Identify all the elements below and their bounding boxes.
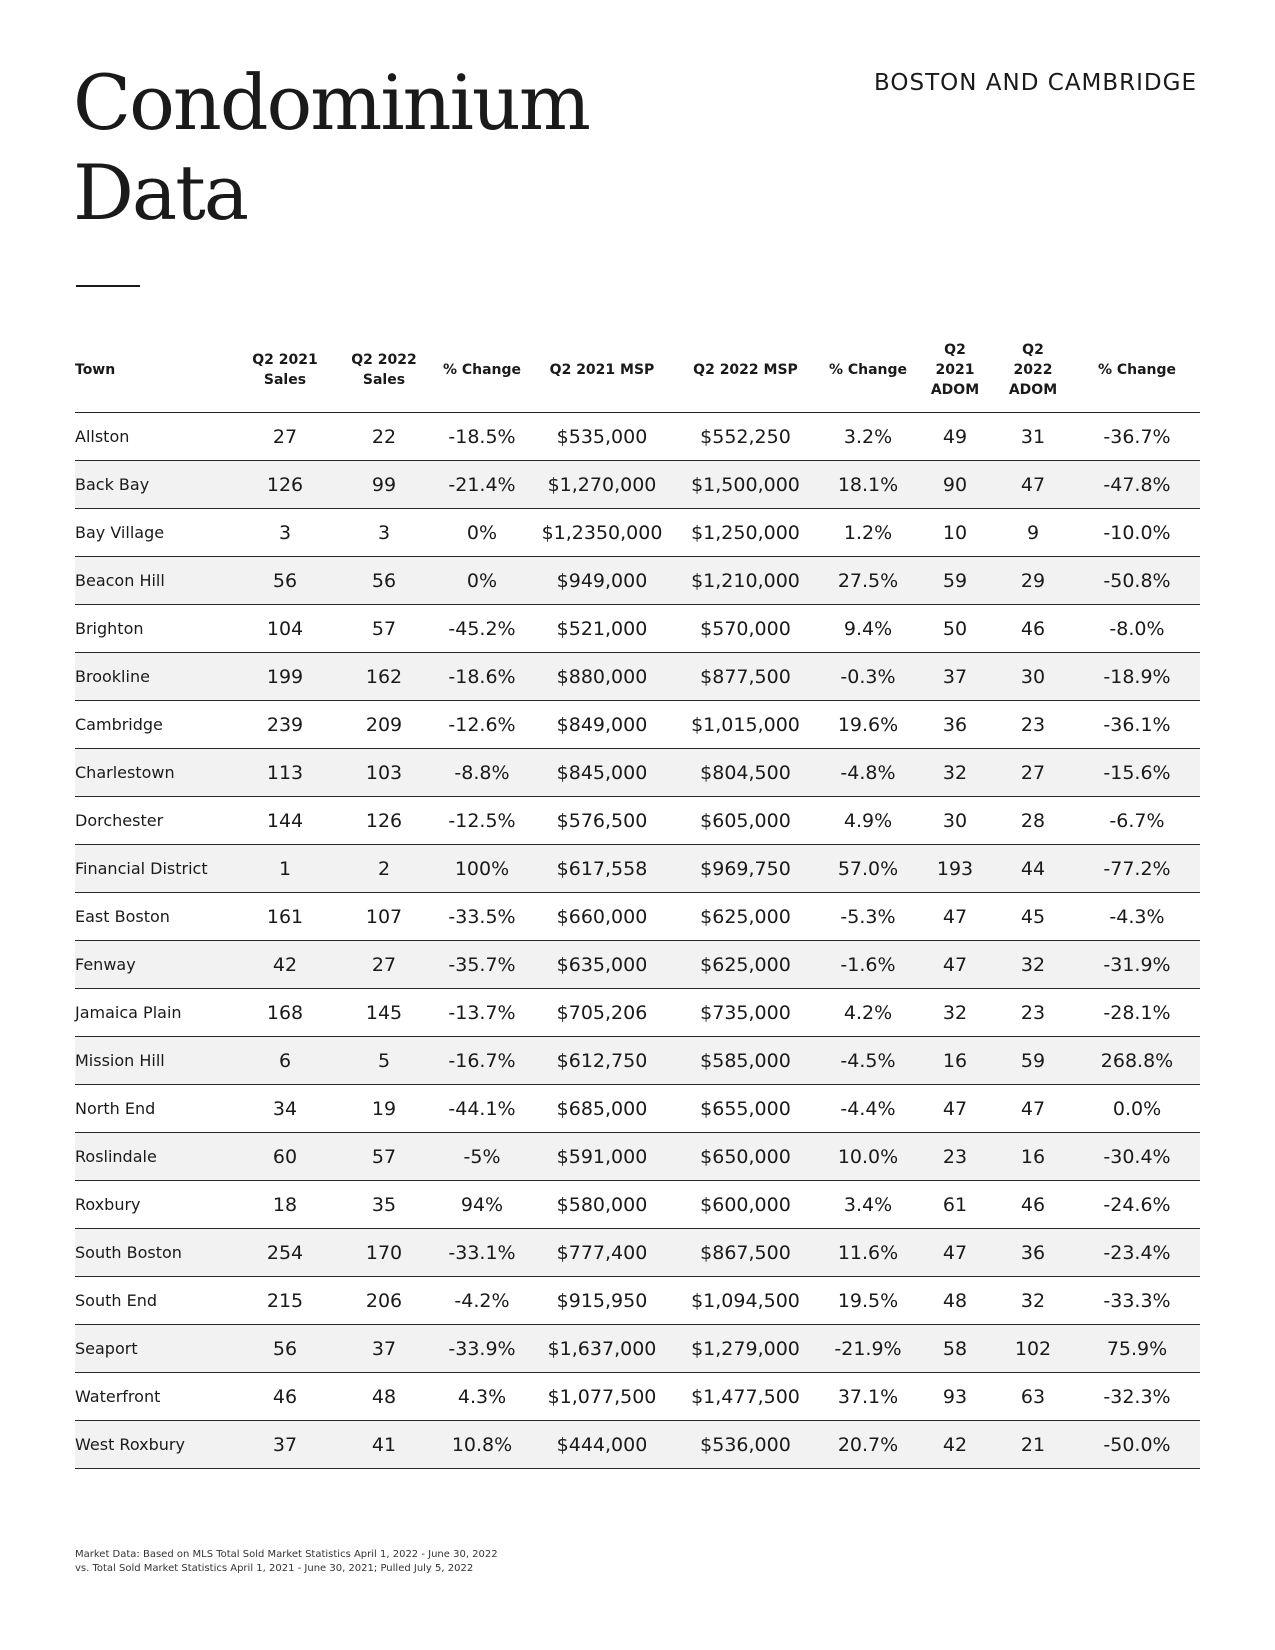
- cell-q2-2021-msp: $849,000: [531, 701, 673, 749]
- footnote-line-1: Market Data: Based on MLS Total Sold Market Statistics April 1, 2022 - June 30, 2022: [75, 1549, 498, 1560]
- page-title: [73, 58, 673, 238]
- table-row: [75, 989, 1200, 1037]
- cell-town: West Roxbury: [75, 1421, 235, 1469]
- condo-data-table: [75, 334, 1200, 1469]
- title-divider: [76, 285, 140, 287]
- cell-q2-2022-sales: 209: [335, 701, 433, 749]
- table-row: [75, 1325, 1200, 1373]
- cell-q2-2022-adom: 29: [992, 557, 1074, 605]
- cell-q2-2022-msp: $552,250: [673, 413, 818, 461]
- cell-q2-2021-sales: 215: [235, 1277, 335, 1325]
- cell-q2-2021-adom: 47: [918, 893, 992, 941]
- cell-msp-pct-change: 11.6%: [818, 1229, 918, 1277]
- cell-town: Seaport: [75, 1325, 235, 1373]
- cell-q2-2021-adom: 10: [918, 509, 992, 557]
- cell-msp-pct-change: 1.2%: [818, 509, 918, 557]
- cell-q2-2022-msp: $804,500: [673, 749, 818, 797]
- cell-q2-2021-adom: 93: [918, 1373, 992, 1421]
- cell-q2-2021-sales: 37: [235, 1421, 335, 1469]
- cell-adom-pct-change: -36.1%: [1074, 701, 1200, 749]
- cell-q2-2022-adom: 45: [992, 893, 1074, 941]
- cell-q2-2021-sales: 18: [235, 1181, 335, 1229]
- cell-q2-2021-sales: 42: [235, 941, 335, 989]
- cell-q2-2022-msp: $600,000: [673, 1181, 818, 1229]
- cell-q2-2021-sales: 144: [235, 797, 335, 845]
- cell-adom-pct-change: -4.3%: [1074, 893, 1200, 941]
- cell-q2-2021-adom: 59: [918, 557, 992, 605]
- cell-q2-2021-adom: 16: [918, 1037, 992, 1085]
- cell-q2-2022-msp: $1,210,000: [673, 557, 818, 605]
- cell-q2-2022-sales: 56: [335, 557, 433, 605]
- table-row: [75, 893, 1200, 941]
- cell-town: Financial District: [75, 845, 235, 893]
- cell-q2-2021-msp: $845,000: [531, 749, 673, 797]
- cell-sales-pct-change: -12.6%: [433, 701, 531, 749]
- cell-q2-2021-msp: $1,637,000: [531, 1325, 673, 1373]
- cell-q2-2022-sales: 48: [335, 1373, 433, 1421]
- cell-adom-pct-change: -24.6%: [1074, 1181, 1200, 1229]
- cell-adom-pct-change: -33.3%: [1074, 1277, 1200, 1325]
- cell-q2-2022-sales: 41: [335, 1421, 433, 1469]
- cell-q2-2022-adom: 9: [992, 509, 1074, 557]
- cell-q2-2021-msp: $1,077,500: [531, 1373, 673, 1421]
- cell-q2-2022-msp: $585,000: [673, 1037, 818, 1085]
- cell-town: Fenway: [75, 941, 235, 989]
- cell-q2-2022-adom: 46: [992, 1181, 1074, 1229]
- cell-q2-2022-sales: 22: [335, 413, 433, 461]
- cell-q2-2021-msp: $880,000: [531, 653, 673, 701]
- cell-q2-2021-sales: 3: [235, 509, 335, 557]
- cell-q2-2022-adom: 23: [992, 989, 1074, 1037]
- cell-q2-2022-msp: $625,000: [673, 893, 818, 941]
- cell-q2-2021-adom: 30: [918, 797, 992, 845]
- cell-q2-2021-msp: $777,400: [531, 1229, 673, 1277]
- cell-q2-2022-msp: $650,000: [673, 1133, 818, 1181]
- cell-q2-2022-sales: 162: [335, 653, 433, 701]
- cell-q2-2022-adom: 46: [992, 605, 1074, 653]
- cell-q2-2021-sales: 46: [235, 1373, 335, 1421]
- cell-sales-pct-change: -18.5%: [433, 413, 531, 461]
- cell-q2-2021-adom: 32: [918, 989, 992, 1037]
- cell-q2-2022-adom: 44: [992, 845, 1074, 893]
- cell-sales-pct-change: -13.7%: [433, 989, 531, 1037]
- cell-msp-pct-change: -1.6%: [818, 941, 918, 989]
- cell-adom-pct-change: -6.7%: [1074, 797, 1200, 845]
- cell-sales-pct-change: -33.1%: [433, 1229, 531, 1277]
- cell-q2-2022-msp: $605,000: [673, 797, 818, 845]
- cell-q2-2022-msp: $1,094,500: [673, 1277, 818, 1325]
- cell-adom-pct-change: 0.0%: [1074, 1085, 1200, 1133]
- cell-msp-pct-change: 18.1%: [818, 461, 918, 509]
- cell-q2-2021-sales: 161: [235, 893, 335, 941]
- cell-q2-2021-sales: 60: [235, 1133, 335, 1181]
- column-header-q2-2021-adom: Q2 2021 ADOM: [918, 334, 992, 413]
- cell-q2-2021-msp: $1,2350,000: [531, 509, 673, 557]
- cell-q2-2022-adom: 32: [992, 1277, 1074, 1325]
- cell-q2-2021-sales: 1: [235, 845, 335, 893]
- table-row: [75, 1421, 1200, 1469]
- cell-q2-2022-sales: 37: [335, 1325, 433, 1373]
- cell-msp-pct-change: 37.1%: [818, 1373, 918, 1421]
- table-row: [75, 557, 1200, 605]
- table-row: [75, 1085, 1200, 1133]
- column-header-q2-2022-adom: Q2 2022 ADOM: [992, 334, 1074, 413]
- region-label: BOSTON AND CAMBRIDGE: [874, 70, 1197, 96]
- cell-q2-2021-adom: 58: [918, 1325, 992, 1373]
- cell-q2-2021-msp: $949,000: [531, 557, 673, 605]
- cell-town: East Boston: [75, 893, 235, 941]
- cell-q2-2021-msp: $705,206: [531, 989, 673, 1037]
- table-row: [75, 1181, 1200, 1229]
- cell-q2-2021-msp: $591,000: [531, 1133, 673, 1181]
- cell-q2-2022-adom: 21: [992, 1421, 1074, 1469]
- cell-town: Beacon Hill: [75, 557, 235, 605]
- cell-town: Charlestown: [75, 749, 235, 797]
- cell-town: Roxbury: [75, 1181, 235, 1229]
- cell-q2-2022-msp: $867,500: [673, 1229, 818, 1277]
- cell-sales-pct-change: 0%: [433, 557, 531, 605]
- cell-sales-pct-change: -21.4%: [433, 461, 531, 509]
- cell-town: Brookline: [75, 653, 235, 701]
- cell-q2-2021-adom: 49: [918, 413, 992, 461]
- cell-adom-pct-change: -50.0%: [1074, 1421, 1200, 1469]
- cell-q2-2022-adom: 63: [992, 1373, 1074, 1421]
- cell-q2-2022-msp: $1,250,000: [673, 509, 818, 557]
- column-header-q2-2021-msp: Q2 2021 MSP: [531, 334, 673, 413]
- cell-sales-pct-change: -45.2%: [433, 605, 531, 653]
- cell-q2-2021-msp: $535,000: [531, 413, 673, 461]
- cell-sales-pct-change: -35.7%: [433, 941, 531, 989]
- cell-msp-pct-change: 4.9%: [818, 797, 918, 845]
- cell-adom-pct-change: -18.9%: [1074, 653, 1200, 701]
- cell-q2-2021-adom: 42: [918, 1421, 992, 1469]
- cell-q2-2022-sales: 5: [335, 1037, 433, 1085]
- cell-q2-2022-sales: 3: [335, 509, 433, 557]
- cell-q2-2022-sales: 107: [335, 893, 433, 941]
- cell-q2-2021-sales: 199: [235, 653, 335, 701]
- cell-town: Back Bay: [75, 461, 235, 509]
- cell-q2-2021-msp: $1,270,000: [531, 461, 673, 509]
- cell-msp-pct-change: 3.2%: [818, 413, 918, 461]
- cell-sales-pct-change: -44.1%: [433, 1085, 531, 1133]
- cell-adom-pct-change: -15.6%: [1074, 749, 1200, 797]
- cell-q2-2021-msp: $521,000: [531, 605, 673, 653]
- cell-msp-pct-change: -4.8%: [818, 749, 918, 797]
- cell-q2-2021-adom: 36: [918, 701, 992, 749]
- cell-q2-2021-msp: $635,000: [531, 941, 673, 989]
- cell-sales-pct-change: -12.5%: [433, 797, 531, 845]
- table-row: [75, 1229, 1200, 1277]
- cell-msp-pct-change: 3.4%: [818, 1181, 918, 1229]
- table-header-row: [75, 334, 1200, 413]
- table-row: [75, 509, 1200, 557]
- cell-q2-2022-adom: 59: [992, 1037, 1074, 1085]
- cell-q2-2021-adom: 48: [918, 1277, 992, 1325]
- cell-q2-2021-msp: $915,950: [531, 1277, 673, 1325]
- cell-q2-2022-adom: 32: [992, 941, 1074, 989]
- column-header-sales-pct-change: % Change: [433, 334, 531, 413]
- cell-q2-2022-adom: 27: [992, 749, 1074, 797]
- table-row: [75, 701, 1200, 749]
- column-header-town: Town: [75, 334, 235, 413]
- cell-q2-2022-sales: 145: [335, 989, 433, 1037]
- table-row: [75, 845, 1200, 893]
- cell-q2-2021-sales: 239: [235, 701, 335, 749]
- cell-q2-2022-sales: 19: [335, 1085, 433, 1133]
- cell-q2-2022-adom: 47: [992, 1085, 1074, 1133]
- cell-town: South Boston: [75, 1229, 235, 1277]
- cell-q2-2022-msp: $570,000: [673, 605, 818, 653]
- table-row: [75, 653, 1200, 701]
- cell-adom-pct-change: -8.0%: [1074, 605, 1200, 653]
- cell-q2-2022-sales: 170: [335, 1229, 433, 1277]
- column-header-adom-pct-change: % Change: [1074, 334, 1200, 413]
- column-header-msp-pct-change: % Change: [818, 334, 918, 413]
- cell-adom-pct-change: -50.8%: [1074, 557, 1200, 605]
- cell-q2-2021-adom: 32: [918, 749, 992, 797]
- cell-q2-2022-sales: 126: [335, 797, 433, 845]
- cell-q2-2022-adom: 30: [992, 653, 1074, 701]
- table-row: [75, 797, 1200, 845]
- cell-msp-pct-change: -0.3%: [818, 653, 918, 701]
- cell-q2-2021-adom: 47: [918, 1229, 992, 1277]
- column-header-q2-2021-sales: Q2 2021 Sales: [235, 334, 335, 413]
- cell-q2-2022-msp: $655,000: [673, 1085, 818, 1133]
- cell-q2-2021-adom: 47: [918, 1085, 992, 1133]
- cell-q2-2021-sales: 56: [235, 557, 335, 605]
- cell-q2-2022-msp: $877,500: [673, 653, 818, 701]
- cell-q2-2022-adom: 31: [992, 413, 1074, 461]
- cell-town: Mission Hill: [75, 1037, 235, 1085]
- cell-msp-pct-change: -21.9%: [818, 1325, 918, 1373]
- cell-msp-pct-change: 20.7%: [818, 1421, 918, 1469]
- cell-sales-pct-change: -8.8%: [433, 749, 531, 797]
- column-header-q2-2022-msp: Q2 2022 MSP: [673, 334, 818, 413]
- table-row: [75, 605, 1200, 653]
- cell-q2-2021-sales: 6: [235, 1037, 335, 1085]
- cell-sales-pct-change: -5%: [433, 1133, 531, 1181]
- cell-sales-pct-change: -4.2%: [433, 1277, 531, 1325]
- cell-town: Jamaica Plain: [75, 989, 235, 1037]
- cell-q2-2021-msp: $617,558: [531, 845, 673, 893]
- cell-q2-2021-msp: $576,500: [531, 797, 673, 845]
- footnote: [75, 1548, 775, 1576]
- cell-sales-pct-change: 100%: [433, 845, 531, 893]
- cell-q2-2021-sales: 56: [235, 1325, 335, 1373]
- cell-msp-pct-change: 27.5%: [818, 557, 918, 605]
- cell-town: South End: [75, 1277, 235, 1325]
- column-header-q2-2022-sales: Q2 2022 Sales: [335, 334, 433, 413]
- cell-sales-pct-change: -33.5%: [433, 893, 531, 941]
- cell-adom-pct-change: -23.4%: [1074, 1229, 1200, 1277]
- cell-q2-2022-adom: 16: [992, 1133, 1074, 1181]
- cell-town: Bay Village: [75, 509, 235, 557]
- cell-sales-pct-change: -33.9%: [433, 1325, 531, 1373]
- cell-town: Dorchester: [75, 797, 235, 845]
- cell-q2-2022-msp: $1,015,000: [673, 701, 818, 749]
- cell-q2-2021-sales: 126: [235, 461, 335, 509]
- cell-q2-2022-adom: 28: [992, 797, 1074, 845]
- cell-q2-2022-adom: 47: [992, 461, 1074, 509]
- cell-msp-pct-change: 9.4%: [818, 605, 918, 653]
- cell-q2-2021-sales: 104: [235, 605, 335, 653]
- cell-q2-2022-sales: 57: [335, 605, 433, 653]
- cell-msp-pct-change: 19.6%: [818, 701, 918, 749]
- page-title-line-2: Data: [73, 148, 248, 237]
- cell-q2-2022-sales: 35: [335, 1181, 433, 1229]
- cell-q2-2021-adom: 50: [918, 605, 992, 653]
- cell-q2-2022-msp: $625,000: [673, 941, 818, 989]
- cell-q2-2021-msp: $685,000: [531, 1085, 673, 1133]
- table-row: [75, 461, 1200, 509]
- cell-q2-2022-msp: $1,500,000: [673, 461, 818, 509]
- cell-msp-pct-change: 19.5%: [818, 1277, 918, 1325]
- cell-q2-2022-msp: $536,000: [673, 1421, 818, 1469]
- cell-adom-pct-change: -77.2%: [1074, 845, 1200, 893]
- cell-q2-2021-sales: 168: [235, 989, 335, 1037]
- cell-sales-pct-change: -16.7%: [433, 1037, 531, 1085]
- cell-q2-2022-adom: 102: [992, 1325, 1074, 1373]
- cell-q2-2022-sales: 103: [335, 749, 433, 797]
- cell-q2-2021-sales: 27: [235, 413, 335, 461]
- cell-q2-2022-sales: 2: [335, 845, 433, 893]
- cell-q2-2022-msp: $969,750: [673, 845, 818, 893]
- cell-msp-pct-change: -4.4%: [818, 1085, 918, 1133]
- cell-adom-pct-change: -36.7%: [1074, 413, 1200, 461]
- cell-q2-2022-sales: 27: [335, 941, 433, 989]
- cell-adom-pct-change: 268.8%: [1074, 1037, 1200, 1085]
- cell-msp-pct-change: 10.0%: [818, 1133, 918, 1181]
- cell-q2-2022-msp: $1,279,000: [673, 1325, 818, 1373]
- cell-q2-2021-adom: 61: [918, 1181, 992, 1229]
- cell-q2-2022-sales: 206: [335, 1277, 433, 1325]
- cell-adom-pct-change: -32.3%: [1074, 1373, 1200, 1421]
- table-body: [75, 413, 1200, 1469]
- cell-q2-2022-adom: 36: [992, 1229, 1074, 1277]
- cell-town: Brighton: [75, 605, 235, 653]
- cell-q2-2022-sales: 99: [335, 461, 433, 509]
- cell-adom-pct-change: -47.8%: [1074, 461, 1200, 509]
- cell-q2-2021-msp: $580,000: [531, 1181, 673, 1229]
- cell-q2-2021-adom: 37: [918, 653, 992, 701]
- cell-q2-2022-msp: $1,477,500: [673, 1373, 818, 1421]
- cell-q2-2021-sales: 113: [235, 749, 335, 797]
- cell-q2-2021-msp: $444,000: [531, 1421, 673, 1469]
- cell-town: Waterfront: [75, 1373, 235, 1421]
- cell-msp-pct-change: -5.3%: [818, 893, 918, 941]
- cell-sales-pct-change: 4.3%: [433, 1373, 531, 1421]
- cell-q2-2022-msp: $735,000: [673, 989, 818, 1037]
- cell-town: Allston: [75, 413, 235, 461]
- table-row: [75, 1373, 1200, 1421]
- cell-msp-pct-change: 4.2%: [818, 989, 918, 1037]
- cell-adom-pct-change: -10.0%: [1074, 509, 1200, 557]
- cell-q2-2021-adom: 47: [918, 941, 992, 989]
- cell-q2-2021-sales: 254: [235, 1229, 335, 1277]
- cell-msp-pct-change: 57.0%: [818, 845, 918, 893]
- cell-q2-2021-msp: $660,000: [531, 893, 673, 941]
- cell-q2-2021-adom: 23: [918, 1133, 992, 1181]
- footnote-line-2: vs. Total Sold Market Statistics April 1, 2021 - June 30, 2021; Pulled July 5, 2022: [75, 1563, 474, 1574]
- cell-q2-2021-adom: 90: [918, 461, 992, 509]
- cell-msp-pct-change: -4.5%: [818, 1037, 918, 1085]
- cell-q2-2022-sales: 57: [335, 1133, 433, 1181]
- cell-adom-pct-change: -31.9%: [1074, 941, 1200, 989]
- table-row: [75, 1133, 1200, 1181]
- page-title-line-1: Condominium: [73, 58, 589, 147]
- cell-town: North End: [75, 1085, 235, 1133]
- cell-sales-pct-change: 10.8%: [433, 1421, 531, 1469]
- cell-town: Cambridge: [75, 701, 235, 749]
- table-row: [75, 749, 1200, 797]
- cell-adom-pct-change: -30.4%: [1074, 1133, 1200, 1181]
- table-row: [75, 1277, 1200, 1325]
- cell-sales-pct-change: 0%: [433, 509, 531, 557]
- table-row: [75, 941, 1200, 989]
- cell-sales-pct-change: -18.6%: [433, 653, 531, 701]
- cell-q2-2021-msp: $612,750: [531, 1037, 673, 1085]
- cell-q2-2022-adom: 23: [992, 701, 1074, 749]
- cell-adom-pct-change: -28.1%: [1074, 989, 1200, 1037]
- cell-adom-pct-change: 75.9%: [1074, 1325, 1200, 1373]
- cell-q2-2021-sales: 34: [235, 1085, 335, 1133]
- cell-sales-pct-change: 94%: [433, 1181, 531, 1229]
- table-row: [75, 1037, 1200, 1085]
- cell-q2-2021-adom: 193: [918, 845, 992, 893]
- cell-town: Roslindale: [75, 1133, 235, 1181]
- table-header: [75, 334, 1200, 413]
- table-row: [75, 413, 1200, 461]
